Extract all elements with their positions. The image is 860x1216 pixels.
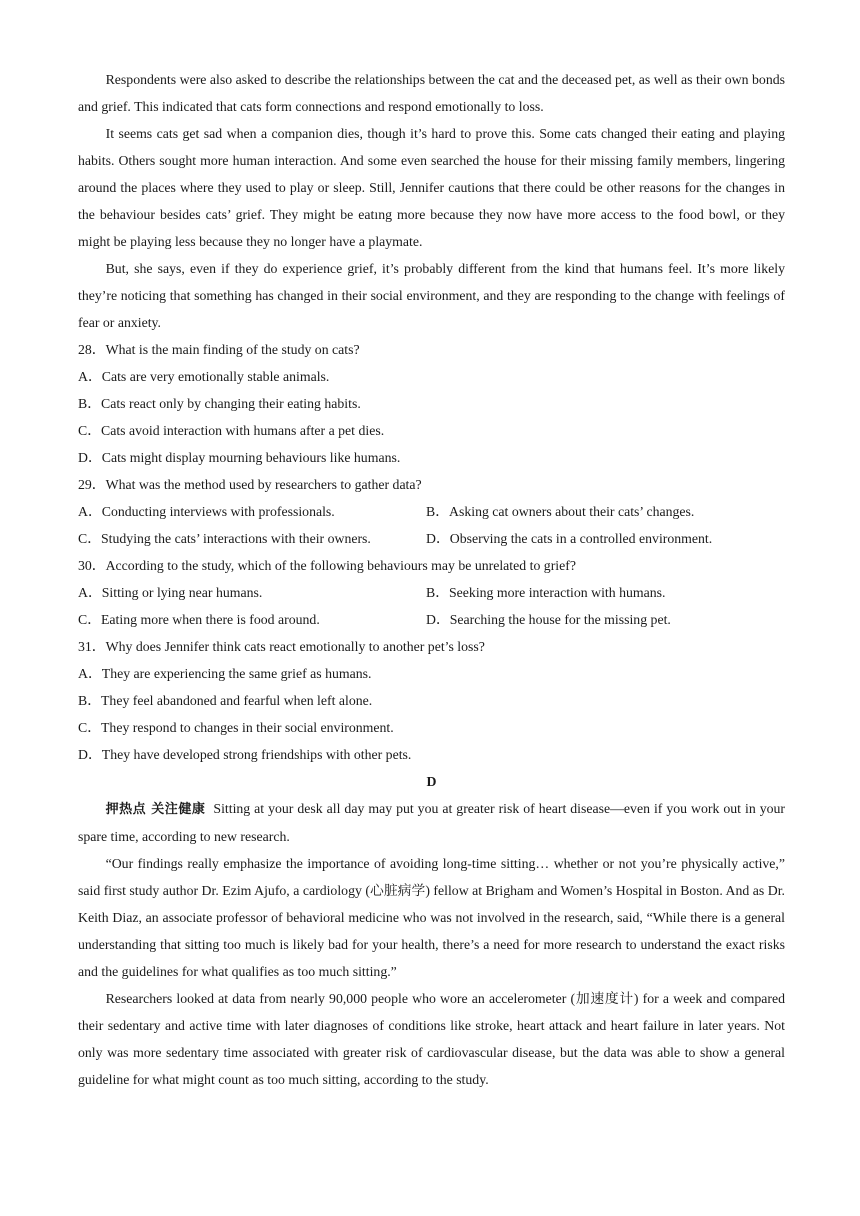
option-c: C．Eating more when there is food around. <box>78 612 320 627</box>
option-c: C．They respond to changes in their social environment. <box>78 720 394 735</box>
question-29 <box>78 471 785 552</box>
options-row <box>78 579 785 606</box>
passage-c-paragraph-2: It seems cats get sad when a companion dies, though it’s hard to prove this. Some cats changed their eating and playing habits. Others sought more human interaction. And some even searched the house for their missing family members, lingering around the places where they used to play or sleep. Still, Jennifer cautions that there could be other reasons for the changes in the behaviour besides cats’ grief. They might be eatıng more because they now have more access to the food bowl, or they might be playing less because they no longer have a playmate. <box>78 126 785 249</box>
option-b: B．Asking cat owners about their cats’ changes. <box>426 504 695 519</box>
question-stem: 30．According to the study, which of the following behaviours may be unrelated to grief? <box>78 558 576 573</box>
question-31 <box>78 633 785 768</box>
option-c: C．Studying the cats’ interactions with their owners. <box>78 531 371 546</box>
question-stem: 28．What is the main finding of the study on cats? <box>78 342 360 357</box>
passage-d-paragraph-3: Researchers looked at data from nearly 90,000 people who wore an accelerometer (加速度计) for a week and compared their sedentary and active time with later diagnoses of conditions like stroke, heart attack and heart failure in later years. Not only was more sedentary time associated with greater risk of cardiovascular disease, but the data was able to show a general guideline for what might count as too much sitting, according to the study. <box>78 991 785 1087</box>
option-a: A．Conducting interviews with professionals. <box>78 504 335 519</box>
question-stem: 31．Why does Jennifer think cats react emotionally to another pet’s loss? <box>78 639 485 654</box>
hot-topic-label: 押热点 关注健康 <box>105 802 206 817</box>
question-28 <box>78 336 785 471</box>
option-d: D．Cats might display mourning behaviours like humans. <box>78 450 401 465</box>
option-b: B．Seeking more interaction with humans. <box>426 585 666 600</box>
options-row <box>78 498 785 525</box>
option-d: D．Searching the house for the missing pet. <box>426 612 671 627</box>
document-page <box>78 66 785 1093</box>
option-a: A．Sitting or lying near humans. <box>78 585 263 600</box>
passage-c-paragraph-3: But, she says, even if they do experience grief, it’s probably different from the kind that humans feel. It’s more likely they’re noticing that something has changed in their social environment, and they are responding to the change with feelings of fear or anxiety. <box>78 261 785 330</box>
option-c: C．Cats avoid interaction with humans after a pet dies. <box>78 423 385 438</box>
option-d: D．Observing the cats in a controlled environment. <box>426 531 713 546</box>
passage-c-paragraph-1: Respondents were also asked to describe the relationships between the cat and the deceased pet, as well as their own bonds and grief. This indicated that cats form connections and respond emotionally to loss. <box>78 72 785 114</box>
passage-d-paragraph-1 <box>78 795 785 850</box>
passage-d-paragraph-2: “Our findings really emphasize the importance of avoiding long-time sitting… whether or not you’re physically active,” said first study author Dr. Ezim Ajufo, a cardiology (心脏病学) fellow at Brigham and Women’s Hospital in Boston. And as Dr. Keith Diaz, an associate professor of behavioral medicine who was not involved in the research, said, “While there is a general understanding that sitting too much is likely bad for your health, there’s a need for more research to understand the exact risks and the guidelines for what qualifies as too much sitting.” <box>78 856 785 979</box>
option-a: A．They are experiencing the same grief as humans. <box>78 666 372 681</box>
section-title: D <box>426 774 437 789</box>
options-row <box>78 606 785 633</box>
options-row <box>78 525 785 552</box>
question-30 <box>78 552 785 633</box>
option-a: A．Cats are very emotionally stable animals. <box>78 369 330 384</box>
question-stem: 29．What was the method used by researchers to gather data? <box>78 477 422 492</box>
option-b: B．They feel abandoned and fearful when left alone. <box>78 693 373 708</box>
passage-d-paragraph-1-text: Sitting at your desk all day may put you at greater risk of heart disease—even if you work out in your spare time, according to new research. <box>78 801 785 844</box>
option-d: D．They have developed strong friendships with other pets. <box>78 747 412 762</box>
option-b: B．Cats react only by changing their eating habits. <box>78 396 361 411</box>
